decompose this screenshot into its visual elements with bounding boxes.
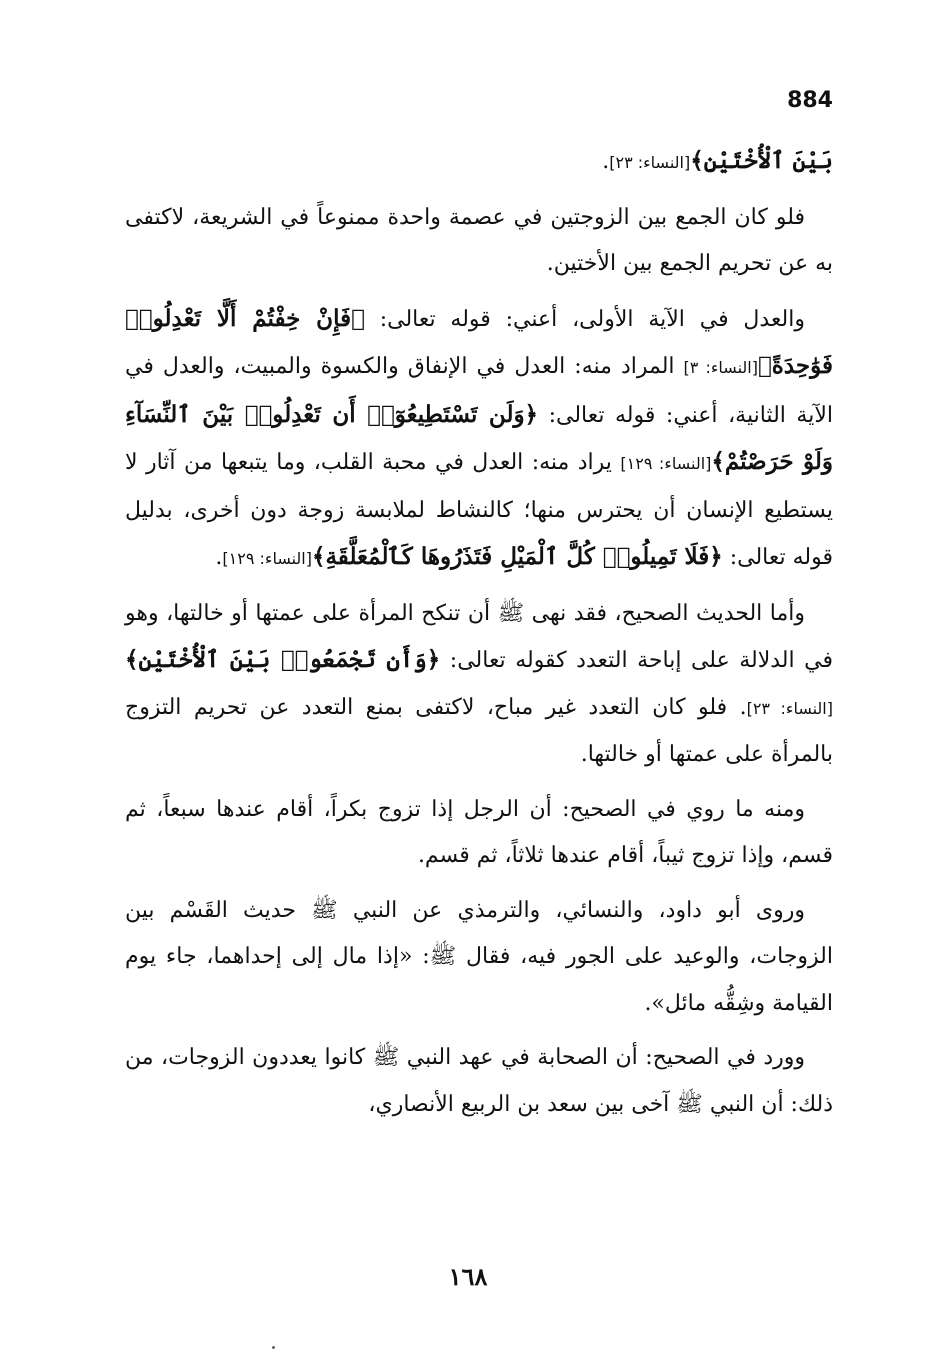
body-text: وورد في الصحيح: أن الصحابة في عهد النبي ﷺ كانوا يعددون الزوجات، من ذلك: أن النبي ﷺ آخى بين سعد بن الربيع الأنصاري، <box>125 1045 833 1117</box>
body-text: ومنه ما روي في الصحيح: أن الرجل إذا تزوج بكراً، أقام عندها سبعاً، ثم قسم، وإذا تزوج ثيباً، أقام عندها ثلاثاً، ثم قسم. <box>125 796 833 868</box>
quran-verse: ﴿وَلَن تَسْتَطِيعُوٓا۟ أَن تَعْدِلُوا۟ بَيْنَ ٱلنِّسَآءِ وَلَوْ حَرَصْتُمْ﴾ <box>125 400 833 475</box>
body-text: . فلو كان التعدد غير مباح، لاكتفى بمنع التعدد عن تحريم التزوج بالمرأة على عمتها أو خالتها. <box>125 694 833 767</box>
quran-verse: ﴿فَإِنْ خِفْتُمْ أَلَّا تَعْدِلُوا۟ فَوَٰحِدَةً﴾ <box>125 304 833 379</box>
paragraph-p2 <box>125 195 833 288</box>
paragraph-p6 <box>125 888 833 1028</box>
verse-reference: [النساء: ١٢٩] <box>222 549 312 568</box>
quran-verse: ﴿وَأَن تَجْمَعُوا۟ بَيْنَ ٱلْأُخْتَيْنِ﴾ <box>125 646 441 673</box>
scan-speck <box>272 1346 275 1349</box>
paragraph-p1 <box>125 138 833 187</box>
body-text: وروى أبو داود، والنسائي، والترمذي عن النبي ﷺ حديث القَسْم بين الزوجات، والوعيد على الجور فيه، فقال ﷺ: «إذا مال إلى إحداهما، جاء يوم القيامة وشِقُّه مائل». <box>125 897 833 1016</box>
page-number-bottom: ١٦٨ <box>448 1262 488 1291</box>
body-text: . <box>602 149 610 174</box>
verse-reference: [النساء: ١٢٩] <box>620 454 712 473</box>
page-number-top: 884 <box>787 88 833 113</box>
paragraph-p5 <box>125 787 833 880</box>
body-text: . <box>215 545 223 570</box>
paragraph-p3 <box>125 296 833 583</box>
body-text: وأما الحديث الصحيح، فقد نهى ﷺ أن تنكح المرأة على عمتها أو خالتها، وهو في الدلالة على إباحة التعدد كقوله تعالى: <box>125 600 833 673</box>
body-text: والعدل في الآية الأولى، أعني: قوله تعالى: <box>364 306 805 332</box>
paragraph-p4 <box>125 591 833 779</box>
body-text: المراد منه: العدل في الإنفاق والكسوة والمبيت، والعدل في الآية الثانية، أعني: قوله تعالى: <box>125 354 833 428</box>
verse-reference: [النساء: ٣] <box>683 358 758 377</box>
verse-reference: [النساء: ٢٣] <box>746 698 833 718</box>
page-body <box>125 138 833 1136</box>
paragraph-p7 <box>125 1035 833 1128</box>
quran-verse: ﴿فَلَا تَمِيلُوا۟ كُلَّ ٱلْمَيْلِ فَتَذَرُوهَا كَٱلْمُعَلَّقَةِ﴾ <box>312 543 723 570</box>
body-text: فلو كان الجمع بين الزوجتين في عصمة واحدة ممنوعاً في الشريعة، لاكتفى به عن تحريم الجمع بين الأختين. <box>125 204 833 276</box>
body-text: يراد منه: العدل في محبة القلب، وما يتبعها من آثار لا يستطيع الإنسان أن يحترس منها؛ كالنشاط لملابسة زوجة دون أخرى، بدليل قوله تعالى: <box>125 450 833 570</box>
quran-verse: بَيْنَ ٱلْأُخْتَيْنِ﴾ <box>690 147 833 174</box>
verse-reference: [النساء: ٢٣] <box>609 153 691 172</box>
